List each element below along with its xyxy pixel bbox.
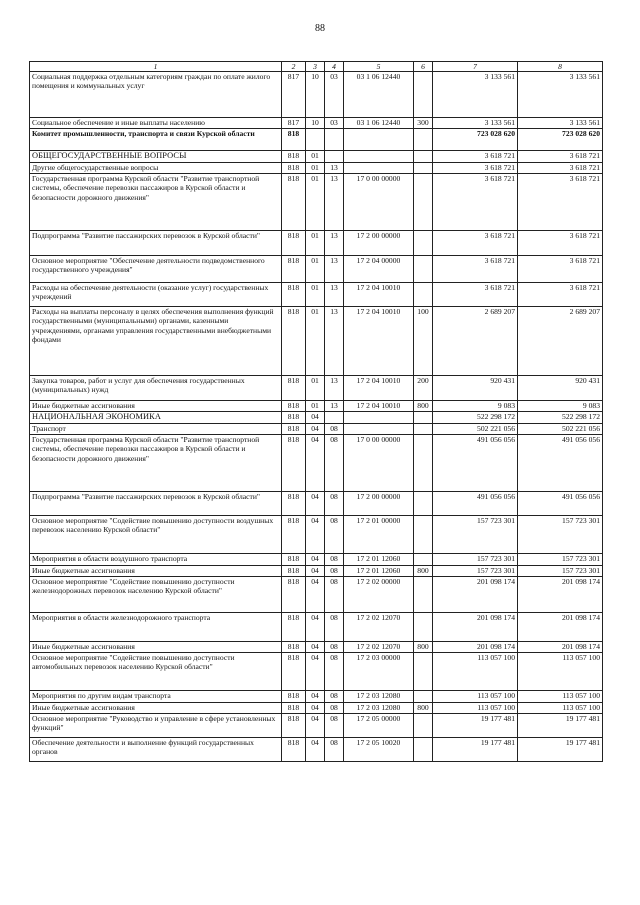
amount-cell: 157 723 301 [433,554,518,566]
amount-cell: 9 083 [518,401,603,412]
table-row [30,492,603,516]
admin-code-cell: 818 [282,412,306,424]
amount-cell: 491 056 056 [433,435,518,492]
subsection-code-cell: 08 [325,714,344,738]
amount-cell: 201 098 174 [518,577,603,613]
amount-cell: 3 133 561 [518,72,603,118]
admin-code-cell: 818 [282,653,306,691]
amount-cell: 201 098 174 [433,642,518,653]
admin-code-cell: 818 [282,516,306,554]
row-name-cell: Подпрограмма "Развитие пассажирских перевозок в Курской области" [30,231,282,256]
admin-code-cell: 818 [282,424,306,435]
amount-cell: 3 618 721 [433,283,518,307]
amount-cell: 3 618 721 [433,174,518,231]
row-name-cell: Другие общегосударственные вопросы [30,163,282,174]
table-row [30,163,603,174]
target-article-cell: 17 2 00 00000 [344,492,414,516]
row-name-cell: Основное мероприятие "Содействие повышению доступности автомобильных перевозок населению Курской области" [30,653,282,691]
amount-cell: 201 098 174 [433,577,518,613]
table-row [30,566,603,577]
target-article-cell: 17 2 03 12080 [344,703,414,714]
amount-cell: 491 056 056 [518,492,603,516]
target-article-cell [344,412,414,424]
section-code-cell: 04 [306,653,325,691]
expense-type-cell [414,738,433,762]
section-code-cell: 04 [306,492,325,516]
section-code-cell: 01 [306,376,325,401]
amount-cell: 502 221 056 [518,424,603,435]
target-article-cell: 17 2 04 10010 [344,283,414,307]
row-name-cell: Основное мероприятие "Содействие повышению доступности железнодорожных перевозок населению Курской области" [30,577,282,613]
amount-cell: 113 057 100 [518,653,603,691]
target-article-cell: 03 1 06 12440 [344,72,414,118]
page-number: 88 [315,23,325,34]
row-name-cell: Социальное обеспечение и иные выплаты населению [30,118,282,129]
table-row [30,72,603,118]
target-article-cell: 17 2 05 10020 [344,738,414,762]
row-name-cell: Иные бюджетные ассигнования [30,401,282,412]
amount-cell: 3 618 721 [518,163,603,174]
target-article-cell: 17 2 02 00000 [344,577,414,613]
table-row [30,231,603,256]
amount-cell: 3 618 721 [518,283,603,307]
row-name-cell: Иные бюджетные ассигнования [30,566,282,577]
row-name-cell: Мероприятия в области железнодорожного транспорта [30,613,282,642]
expense-type-cell [414,492,433,516]
expense-type-cell [414,691,433,703]
target-article-cell: 17 2 04 10010 [344,307,414,376]
expense-type-cell [414,653,433,691]
table-row [30,412,603,424]
admin-code-cell: 818 [282,492,306,516]
amount-cell: 3 133 561 [433,72,518,118]
table-row [30,256,603,283]
row-name-cell: Подпрограмма "Развитие пассажирских перевозок в Курской области" [30,492,282,516]
amount-cell: 113 057 100 [433,653,518,691]
table-row [30,129,603,151]
table-row [30,118,603,129]
expense-type-cell: 200 [414,376,433,401]
section-code-cell: 04 [306,516,325,554]
section-code-cell: 04 [306,435,325,492]
target-article-cell: 17 2 02 12070 [344,642,414,653]
subsection-code-cell: 13 [325,283,344,307]
amount-cell: 723 028 620 [518,129,603,151]
section-code-cell: 04 [306,554,325,566]
table-row [30,151,603,163]
admin-code-cell: 818 [282,307,306,376]
section-code-cell: 04 [306,424,325,435]
amount-cell: 723 028 620 [433,129,518,151]
table-row [30,738,603,762]
expense-type-cell [414,231,433,256]
amount-cell: 522 298 172 [433,412,518,424]
subsection-code-cell: 08 [325,738,344,762]
admin-code-cell: 818 [282,703,306,714]
table-row [30,376,603,401]
expense-type-cell: 800 [414,703,433,714]
column-header: 6 [414,62,433,72]
table-row [30,613,603,642]
table-row [30,283,603,307]
subsection-code-cell [325,129,344,151]
section-code-cell: 10 [306,118,325,129]
subsection-code-cell: 13 [325,256,344,283]
table-row [30,703,603,714]
section-code-cell: 04 [306,691,325,703]
subsection-code-cell: 08 [325,613,344,642]
column-header: 2 [282,62,306,72]
admin-code-cell: 818 [282,401,306,412]
amount-cell: 3 133 561 [433,118,518,129]
subsection-code-cell: 13 [325,231,344,256]
target-article-cell: 17 2 04 00000 [344,256,414,283]
amount-cell: 157 723 301 [518,516,603,554]
expense-type-cell: 100 [414,307,433,376]
subsection-code-cell: 13 [325,163,344,174]
table-row [30,642,603,653]
expense-type-cell [414,424,433,435]
expense-type-cell [414,714,433,738]
expense-type-cell [414,435,433,492]
table-row [30,516,603,554]
expense-type-cell [414,577,433,613]
row-name-cell: Расходы на обеспечение деятельности (оказание услуг) государственных учреждений [30,283,282,307]
expense-type-cell [414,554,433,566]
column-header: 8 [518,62,603,72]
table-row [30,577,603,613]
admin-code-cell: 818 [282,163,306,174]
section-code-cell: 01 [306,174,325,231]
row-name-cell: НАЦИОНАЛЬНАЯ ЭКОНОМИКА [30,412,282,424]
amount-cell: 113 057 100 [518,691,603,703]
target-article-cell: 17 2 01 12060 [344,566,414,577]
column-header: 7 [433,62,518,72]
admin-code-cell: 818 [282,151,306,163]
section-code-cell: 04 [306,412,325,424]
amount-cell: 19 177 481 [433,738,518,762]
table-row [30,307,603,376]
section-code-cell: 01 [306,283,325,307]
section-code-cell: 04 [306,613,325,642]
subsection-code-cell: 13 [325,174,344,231]
subsection-code-cell: 08 [325,691,344,703]
target-article-cell [344,424,414,435]
expense-type-cell [414,151,433,163]
subsection-code-cell: 13 [325,307,344,376]
amount-cell: 157 723 301 [518,566,603,577]
admin-code-cell: 818 [282,691,306,703]
target-article-cell: 17 2 00 00000 [344,231,414,256]
expense-type-cell: 800 [414,642,433,653]
row-name-cell: Государственная программа Курской области "Развитие транспортной системы, обеспечение перевозки пассажиров в Курской области и безопасности дорожного движения" [30,174,282,231]
subsection-code-cell [325,412,344,424]
target-article-cell: 17 2 03 12080 [344,691,414,703]
admin-code-cell: 818 [282,738,306,762]
amount-cell: 2 689 207 [433,307,518,376]
amount-cell: 157 723 301 [518,554,603,566]
admin-code-cell: 818 [282,435,306,492]
amount-cell: 3 618 721 [433,256,518,283]
amount-cell: 201 098 174 [518,613,603,642]
target-article-cell: 17 0 00 00000 [344,435,414,492]
row-name-cell: Основное мероприятие "Содействие повышению доступности воздушных перевозок населению Курской области" [30,516,282,554]
expense-type-cell: 800 [414,566,433,577]
expense-type-cell [414,283,433,307]
section-code-cell [306,129,325,151]
subsection-code-cell: 08 [325,642,344,653]
expense-type-cell: 300 [414,118,433,129]
expense-type-cell [414,613,433,642]
amount-cell: 19 177 481 [433,714,518,738]
header-row [30,62,603,72]
admin-code-cell: 818 [282,376,306,401]
target-article-cell: 17 2 04 10010 [344,401,414,412]
target-article-cell: 17 2 05 00000 [344,714,414,738]
table-row [30,174,603,231]
amount-cell: 201 098 174 [518,642,603,653]
table-row [30,714,603,738]
amount-cell: 491 056 056 [518,435,603,492]
section-code-cell: 04 [306,577,325,613]
admin-code-cell: 818 [282,613,306,642]
admin-code-cell: 818 [282,714,306,738]
row-name-cell: Основное мероприятие "Обеспечение деятельности подведомственного государственного учреждения" [30,256,282,283]
target-article-cell: 17 2 01 12060 [344,554,414,566]
admin-code-cell: 818 [282,129,306,151]
amount-cell: 920 431 [518,376,603,401]
amount-cell: 157 723 301 [433,516,518,554]
amount-cell: 3 618 721 [518,231,603,256]
expense-type-cell [414,174,433,231]
amount-cell: 2 689 207 [518,307,603,376]
expense-type-cell [414,163,433,174]
amount-cell: 3 618 721 [433,163,518,174]
subsection-code-cell: 08 [325,554,344,566]
subsection-code-cell: 08 [325,566,344,577]
expense-type-cell [414,412,433,424]
subsection-code-cell: 08 [325,435,344,492]
table-row [30,554,603,566]
section-code-cell: 04 [306,738,325,762]
row-name-cell: Социальная поддержка отдельным категориям граждан по оплате жилого помещения и коммунальных услуг [30,72,282,118]
section-code-cell: 10 [306,72,325,118]
section-code-cell: 01 [306,163,325,174]
admin-code-cell: 818 [282,577,306,613]
subsection-code-cell: 08 [325,516,344,554]
subsection-code-cell: 08 [325,424,344,435]
subsection-code-cell: 13 [325,401,344,412]
column-header: 3 [306,62,325,72]
section-code-cell: 01 [306,231,325,256]
row-name-cell: Мероприятия в области воздушного транспорта [30,554,282,566]
admin-code-cell: 818 [282,283,306,307]
expense-type-cell [414,72,433,118]
amount-cell: 9 083 [433,401,518,412]
subsection-code-cell: 03 [325,72,344,118]
amount-cell: 3 618 721 [433,231,518,256]
column-header: 5 [344,62,414,72]
section-code-cell: 04 [306,714,325,738]
table-body [30,72,603,762]
section-code-cell: 01 [306,307,325,376]
target-article-cell [344,163,414,174]
row-name-cell: Иные бюджетные ассигнования [30,642,282,653]
row-name-cell: ОБЩЕГОСУДАРСТВЕННЫЕ ВОПРОСЫ [30,151,282,163]
target-article-cell [344,129,414,151]
section-code-cell: 01 [306,401,325,412]
row-name-cell: Закупка товаров, работ и услуг для обеспечения государственных (муниципальных) нужд [30,376,282,401]
admin-code-cell: 818 [282,174,306,231]
admin-code-cell: 818 [282,554,306,566]
row-name-cell: Государственная программа Курской области "Развитие транспортной системы, обеспечение перевозки пассажиров в Курской области и безопасности дорожного движения" [30,435,282,492]
admin-code-cell: 818 [282,566,306,577]
target-article-cell: 17 2 03 00000 [344,653,414,691]
table-row [30,401,603,412]
row-name-cell: Основное мероприятие "Руководство и управление в сфере установленных функций" [30,714,282,738]
section-code-cell: 01 [306,151,325,163]
column-header: 4 [325,62,344,72]
amount-cell: 157 723 301 [433,566,518,577]
row-name-cell: Обеспечение деятельности и выполнение функций государственных органов [30,738,282,762]
amount-cell: 491 056 056 [433,492,518,516]
row-name-cell: Иные бюджетные ассигнования [30,703,282,714]
table-row [30,691,603,703]
expense-type-cell [414,256,433,283]
admin-code-cell: 818 [282,256,306,283]
subsection-code-cell: 13 [325,376,344,401]
amount-cell: 201 098 174 [433,613,518,642]
row-name-cell: Мероприятия по другим видам транспорта [30,691,282,703]
target-article-cell: 17 2 04 10010 [344,376,414,401]
expense-type-cell: 800 [414,401,433,412]
target-article-cell: 17 2 01 00000 [344,516,414,554]
admin-code-cell: 817 [282,72,306,118]
target-article-cell: 17 0 00 00000 [344,174,414,231]
amount-cell: 3 618 721 [518,174,603,231]
amount-cell: 113 057 100 [433,691,518,703]
target-article-cell: 17 2 02 12070 [344,613,414,642]
budget-table [29,61,603,762]
amount-cell: 113 057 100 [433,703,518,714]
column-header: 1 [30,62,282,72]
amount-cell: 3 618 721 [433,151,518,163]
admin-code-cell: 818 [282,231,306,256]
expense-type-cell [414,129,433,151]
amount-cell: 3 618 721 [518,151,603,163]
subsection-code-cell: 08 [325,703,344,714]
admin-code-cell: 817 [282,118,306,129]
table-row [30,424,603,435]
amount-cell: 3 618 721 [518,256,603,283]
amount-cell: 19 177 481 [518,738,603,762]
target-article-cell: 03 1 06 12440 [344,118,414,129]
subsection-code-cell: 08 [325,577,344,613]
amount-cell: 113 057 100 [518,703,603,714]
amount-cell: 19 177 481 [518,714,603,738]
amount-cell: 522 298 172 [518,412,603,424]
subsection-code-cell: 08 [325,492,344,516]
target-article-cell [344,151,414,163]
subsection-code-cell [325,151,344,163]
table-row [30,653,603,691]
table-row [30,435,603,492]
row-name-cell: Расходы на выплаты персоналу в целях обеспечения выполнения функций государственными (муниципальными) органами, казенными учреждениями, органами управления государственными внебюджетными фондами [30,307,282,376]
subsection-code-cell: 03 [325,118,344,129]
section-code-cell: 04 [306,642,325,653]
row-name-cell: Комитет промышленности, транспорта и связи Курской области [30,129,282,151]
amount-cell: 502 221 056 [433,424,518,435]
row-name-cell: Транспорт [30,424,282,435]
admin-code-cell: 818 [282,642,306,653]
section-code-cell: 01 [306,256,325,283]
subsection-code-cell: 08 [325,653,344,691]
section-code-cell: 04 [306,703,325,714]
amount-cell: 3 133 561 [518,118,603,129]
section-code-cell: 04 [306,566,325,577]
amount-cell: 920 431 [433,376,518,401]
expense-type-cell [414,516,433,554]
